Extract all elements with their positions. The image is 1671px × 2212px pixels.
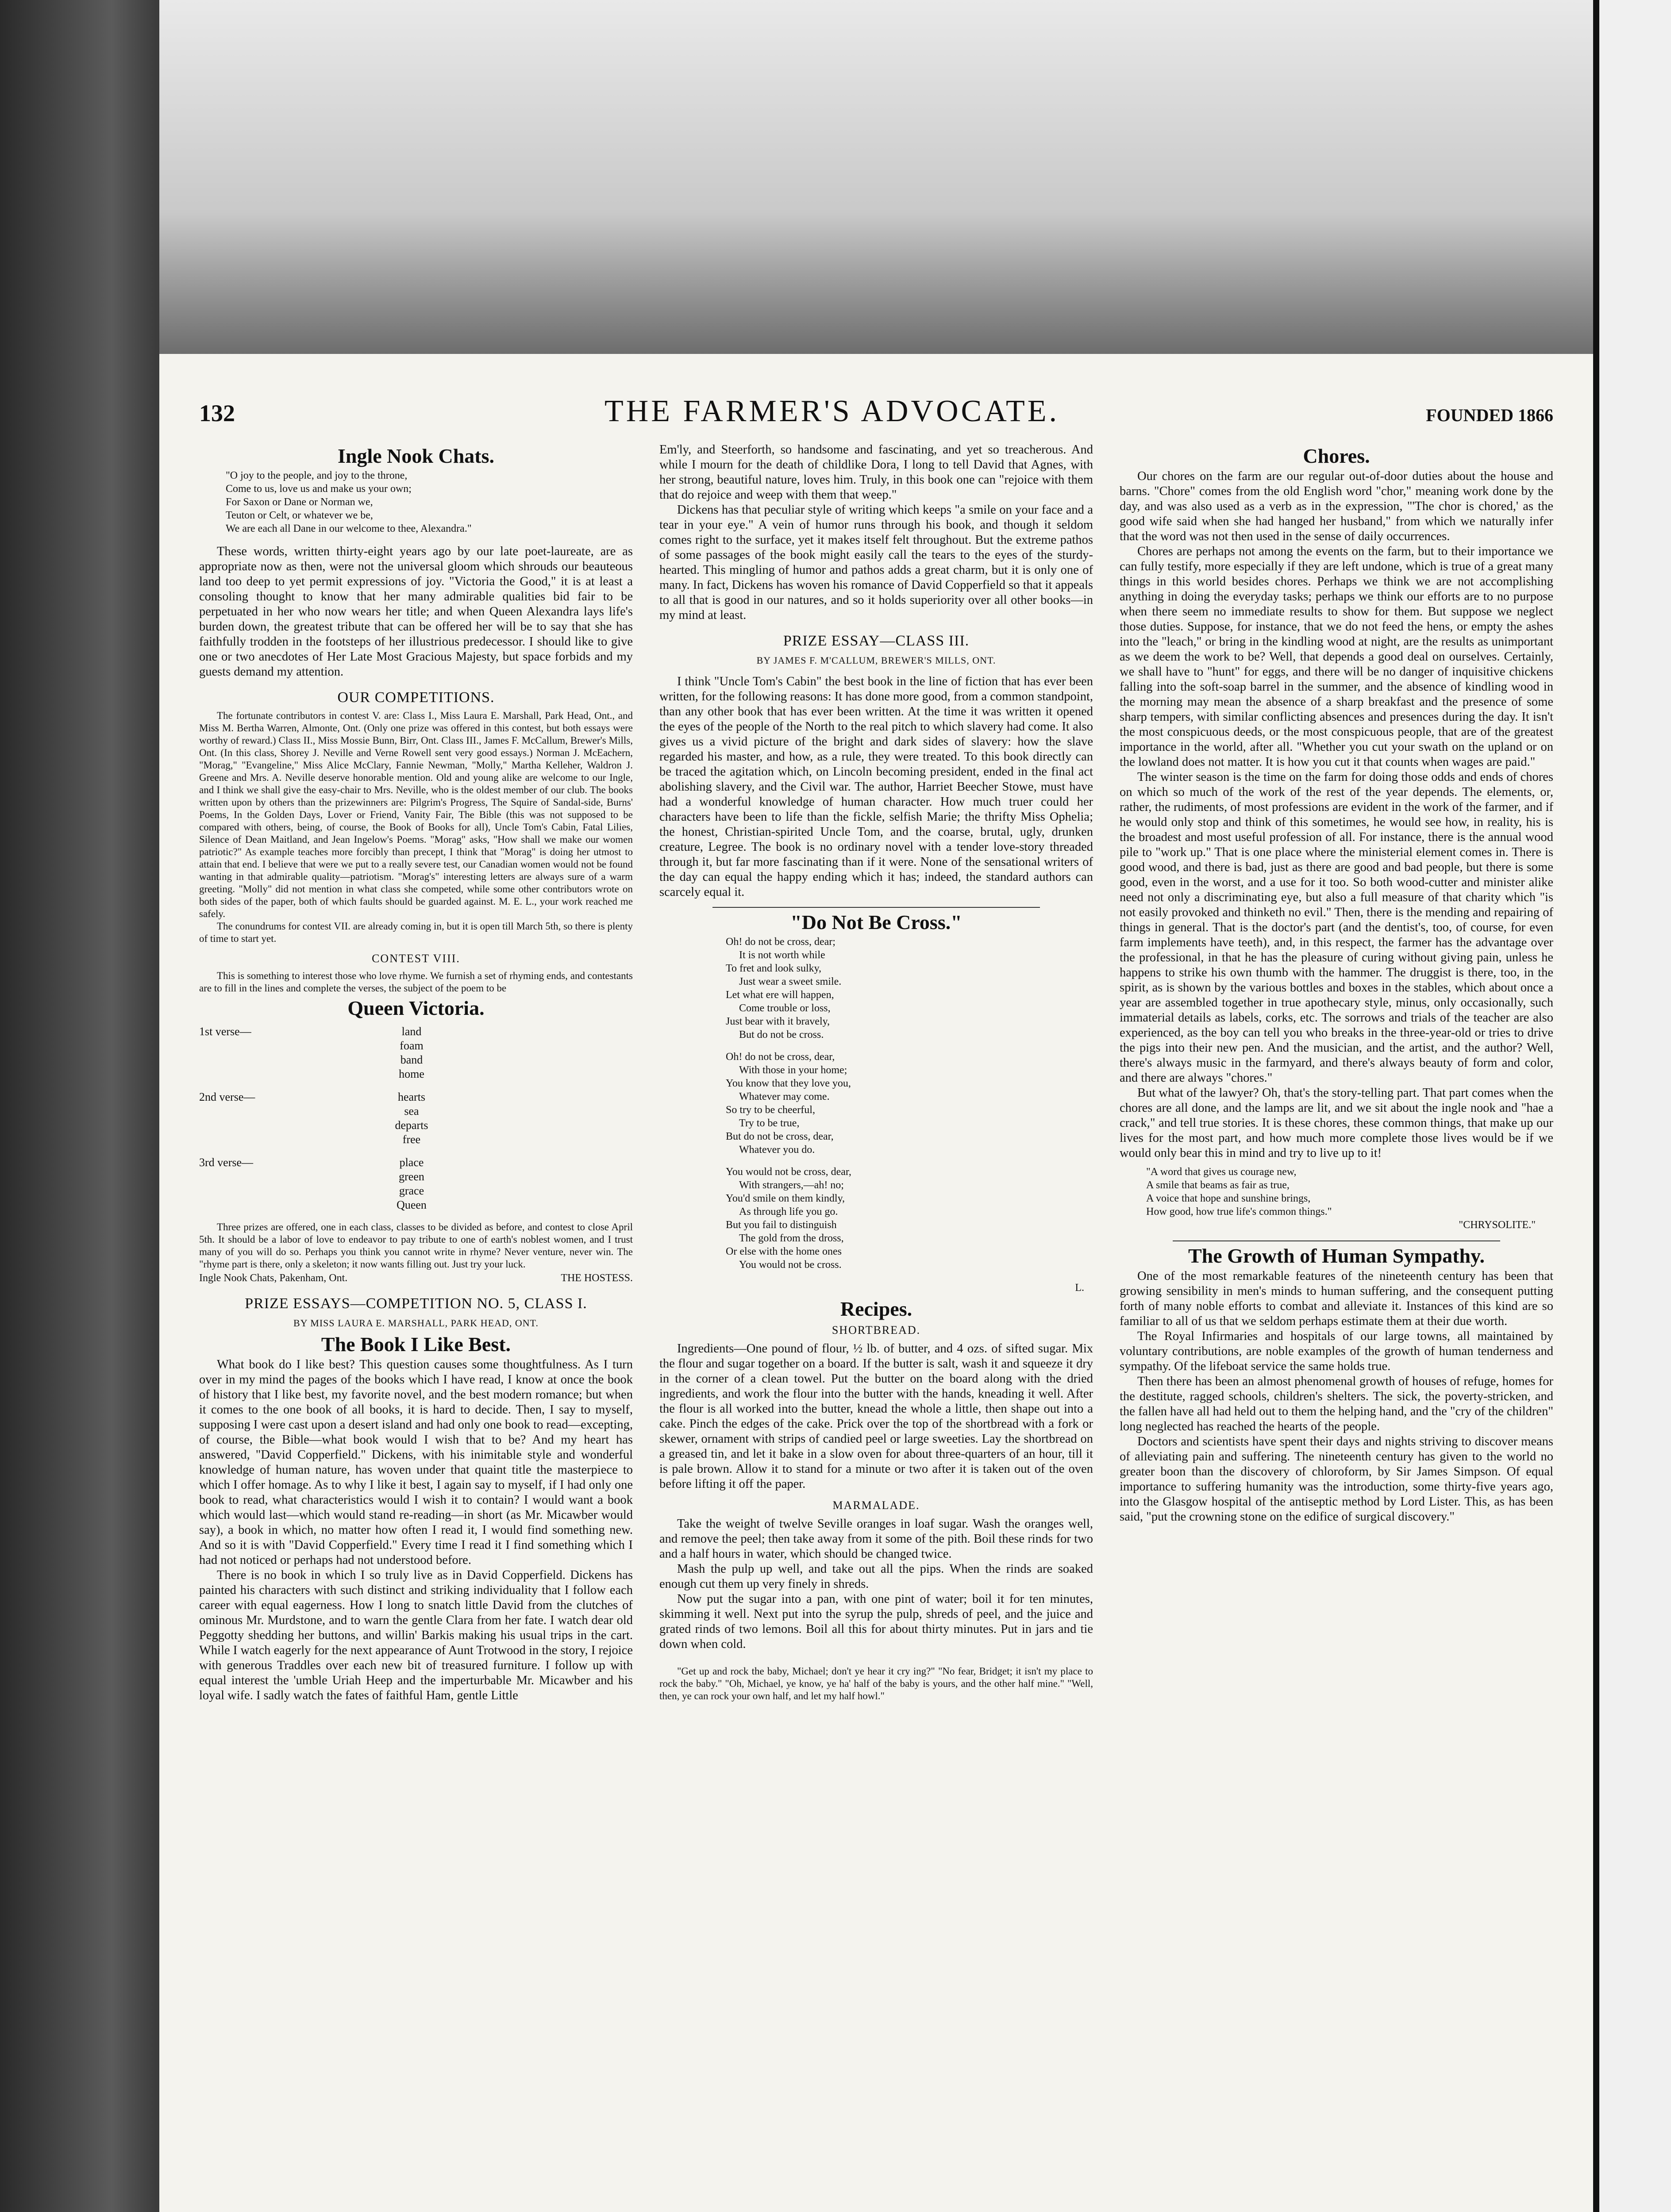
verse-label: 1st verse— bbox=[199, 1025, 251, 1038]
verse-signature: "CHRYSOLITE." bbox=[1459, 1219, 1536, 1231]
verse-line: "A word that gives us courage new, bbox=[1146, 1166, 1297, 1178]
essay-byline: BY JAMES F. M'CALLUM, BREWER'S MILLS, ONT. bbox=[756, 655, 996, 666]
column-2 bbox=[659, 442, 1093, 2212]
sympathy-paragraph: Doctors and scientists have spent their days and nights striving to discover means of alleviating pain and suffering. The nineteenth century has given to the world no greater boon than the discovery of chloroform, by Sir James Simpson. Of equal importance to suffering humanity was the introduction, some thirty-five years ago, into the Glasgow hospital of the antiseptic method by Lord Lister. This, as has been said, "put the crowning stone on the edifice of surgical discovery." bbox=[1120, 1435, 1553, 1524]
essay-continuation: Em'ly, and Steerforth, so handsome and fascinating, and yet so treacherous. And while I mourn for the death of childlike Dora, I long to tell David that Agnes, with her strong, beautiful nature, loves him. Truly, in this book one can "rejoice with them that do rejoice and weep with them that weep." bbox=[659, 443, 1093, 502]
chores-paragraph: But what of the lawyer? Oh, that's the story-telling part. That part comes when the chores are all done, and the lamps are lit, and we sit about the ingle nook and "hae a crack," and tell true stories. It is these chores, these common things, that make up our lives for the most part, and how much more complete those lives would be if we would only bear this in mind and try to live up to it! bbox=[1120, 1086, 1553, 1160]
joke-footnote: "Get up and rock the baby, Michael; don't ye hear it cry ing?" "No fear, Bridget; it isn't my place to rock the baby." "Oh, Michael, ye know, ye ha' half of the baby is yours, and the other half mine." "Well, then, ye can rock your own half, and let my half howl." bbox=[659, 1666, 1093, 1701]
poem-line: You know that they love you, bbox=[726, 1078, 851, 1089]
contest-paragraph: This is something to interest those who love rhyme. We furnish a set of rhyming ends, and contestants are to fill in the lines and complete the verses, the subject of the poem to be bbox=[199, 970, 633, 994]
poem-line: Oh! do not be cross, dear, bbox=[726, 1051, 835, 1063]
poem-line: You would not be cross, dear, bbox=[726, 1166, 851, 1178]
poem-signature: L. bbox=[1075, 1282, 1084, 1294]
poem-stanza bbox=[726, 1165, 1093, 1271]
poem-line: But do not be cross, dear, bbox=[726, 1131, 834, 1142]
poem-stanza bbox=[726, 935, 1093, 1041]
poem-line: But you fail to distinguish bbox=[726, 1219, 837, 1231]
poem-line: With strangers,—ah! no; bbox=[739, 1179, 844, 1191]
essay-paragraph: What book do I like best? This question causes some thoughtfulness. As I turn over in my mind the pages of the books which I have read, I know at once the book of history that I like best, my favorite novel, and the best modern romance; but when it comes to the one book of all books, it is hard to decide. Then, I say to myself, supposing I were cast upon a desert island and had only one book to read—excepting, of course, the Bible—what book would I wish that to be? And my heart has answered, "David Copperfield." Dickens, with his inimitable style and wonderful knowledge of human nature, has woven under that quaint title the masterpiece to which I offer homage. As to why I like it best, I again say to myself, if I had only one book to read, what characteristics would I wish it to contain? I would want a book which would last—which would stand re-reading—in short (as Mr. Micawber would say), a book in which, no matter how often I read it, I would find something new. And so it is with "David Copperfield." Every time I read it I find something which I had not noticed or perhaps had not understood before. bbox=[199, 1358, 633, 1567]
rhyme-word: hearts bbox=[397, 1091, 426, 1103]
poem-line: Come trouble or loss, bbox=[739, 1002, 831, 1014]
scan-background-top bbox=[0, 0, 1671, 354]
poem-line: Just bear with it bravely, bbox=[726, 1016, 830, 1027]
rhyme-ends-1 bbox=[199, 1025, 633, 1081]
rhyme-word: green bbox=[399, 1170, 424, 1183]
epigraph-line: Come to us, love us and make us your own; bbox=[226, 483, 412, 495]
epigraph-line: We are each all Dane in our welcome to thee, Alexandra." bbox=[226, 523, 472, 534]
ingle-nook-title: Ingle Nook Chats. bbox=[337, 445, 494, 467]
hostess-signature: THE HOSTESS. bbox=[561, 1272, 633, 1284]
rhyme-word: sea bbox=[404, 1105, 419, 1118]
queen-victoria-title: Queen Victoria. bbox=[347, 997, 485, 1019]
adjacent-page-edge bbox=[1593, 0, 1671, 2212]
marmalade-heading: MARMALADE. bbox=[832, 1499, 920, 1512]
poem-line: It is not worth while bbox=[739, 949, 825, 961]
verse-line: A smile that beams as fair as true, bbox=[1146, 1179, 1290, 1191]
rhyme-word: free bbox=[402, 1133, 421, 1146]
shortbread-recipe: Ingredients—One pound of flour, ½ lb. of butter, and 4 ozs. of sifted sugar. Mix the flour and sugar together on a board. If the butter is salt, wash it and squeeze it dry in the corner of a clean towel. Put the butter on the board along with the dried ingredients, and work the flour into the butter with the hands, kneading it well. After the flour is all worked into the butter, knead the whole a little, then shape out into a cake. Pinch the edges of the cake. Prick over the top of the shortbread with a fork or skewer, ornament with strips of candied peel or large sweeties. Lay the shortbread on a greased tin, and let it bake in a slow oven for about three-quarters of an hour, till it is pale brown. Allow it to stand for a minute or two after it is taken out of the oven before lifting it off the paper. bbox=[659, 1342, 1093, 1491]
recipes-title: Recipes. bbox=[840, 1298, 913, 1320]
poem-stanza bbox=[726, 1050, 1093, 1156]
poem-line: You'd smile on them kindly, bbox=[726, 1193, 845, 1204]
prizes-paragraph: Three prizes are offered, one in each class, classes to be divided as before, and contest to close April 5th. It should be a labor of love to endeavor to pay tribute to one of earth's noblest women, and I trust many of you will do so. Perhaps you think you cannot write in rhyme? Never venture, never win. The "rhyme part is there, only a skeleton; it now wants filling out. Just try your luck. bbox=[199, 1221, 633, 1270]
uncle-toms-cabin-essay: I think "Uncle Tom's Cabin" the best book in the line of fiction that has ever been written, for the following reasons: It has done more good, from a common standpoint, than any other book that has ever been written. At the time it was written it opened the eyes of the people of the North to the real pitch to which slavery had come. It also gives us a vivid picture of the bright and dark sides of slavery: how the slave regarded his master, and how, as a rule, they were treated. To this book directly can be traced the agitation which, on Lincoln becoming president, ended in the final act abolishing slavery, and the Civil war. The author, Harriet Beecher Stowe, must have had a wonderful knowledge of human character. How much truer could her characters have been to life than the fickle, selfish Marie; the thrifty Miss Ophelia; the honest, Christian-spirited Uncle Tom, and the coarse, brutal, ugly, drunken creature, Legree. The book is no ordinary novel with a tender love-story threaded through it, but far more fascinating than if it were. None of the sensational writers of the day can equal the happy ending which it has; indeed, the standard authors can scarcely equal it. bbox=[659, 675, 1093, 899]
epigraph-line: "O joy to the people, and joy to the throne, bbox=[226, 470, 408, 481]
sympathy-paragraph: The Royal Infirmaries and hospitals of our large towns, all maintained by voluntary contributions, are noble examples of the growth of human tenderness and sympathy. Of the lifeboat service the same holds true. bbox=[1120, 1329, 1553, 1373]
poem-line: To fret and look sulky, bbox=[726, 963, 822, 974]
poem-line: Or else with the home ones bbox=[726, 1246, 842, 1257]
hostess-signoff bbox=[199, 1271, 633, 1286]
prize-essay-class3-heading: PRIZE ESSAY—CLASS III. bbox=[783, 633, 970, 649]
chores-title: Chores. bbox=[1303, 445, 1370, 467]
poem-line: With those in your home; bbox=[739, 1064, 847, 1076]
verse-line: A voice that hope and sunshine brings, bbox=[1146, 1193, 1311, 1204]
column-1 bbox=[199, 442, 633, 2212]
rhyme-word: band bbox=[400, 1053, 423, 1066]
journal-title: THE FARMER'S ADVOCATE. bbox=[604, 394, 1060, 428]
epigraph-line: For Saxon or Dane or Norman we, bbox=[226, 496, 373, 508]
essay-paragraph: There is no book in which I so truly live as in David Copperfield. Dickens has painted his characters with such distinct and striking individuality that I follow each career with equal eagerness. How I long to snatch little David from the clutches of ominous Mr. Murdstone, and to warn the gentle Clara from her fate. I watch dear old Peggotty shedding her buttons, and willin' Barkis making his usual trips in the cart. While I watch eagerly for the next appearance of Aunt Trotwood in the story, I rejoice with generous Traddles over each new bit of treasured furniture. I follow up with equal interest the 'umble Uriah Heep and the imperturbable Mr. Micawber and his loyal wife. I sadly watch the fates of faithful Ham, gentle Little bbox=[199, 1568, 633, 1702]
divider bbox=[712, 907, 1040, 908]
essay-paragraph: Dickens has that peculiar style of writing which keeps "a smile on your face and a tear in your eye." A vein of humor runs through his book, and though it seldom comes right to the surface, yet it makes itself felt throughout. But the extreme pathos of some passages of the book might easily call the tears to the eyes of the sturdy-hearted. This mingling of humor and pathos adds a great charm, but it is only one of many. In fact, Dickens has woven his romance of David Copperfield so that it appeals to all that is good in our natures, and so it holds superiority over all other books—in my mind at least. bbox=[659, 503, 1093, 622]
chores-paragraph: Chores are perhaps not among the events on the farm, but to their importance we can fully testify, more especially if they are left undone, which is true of a great many things in this world besides chores. Perhaps we think we are not accomplishing anything in doing the everyday tasks; perhaps we think our efforts are to no purpose when there seem no immediate results to show for them. But suppose we neglect those duties. Suppose, for instance, that we do not feed the hens, or empty the ashes into the "leach," or bring in the kindling wood at night, are the results as unimportant as we deem the work to be? Well, that depends a good deal on ourselves. Certainly, we shall have to "hunt" for eggs, and there will be no danger of inquisitive chickens falling into the soft-soap barrel in the summer, and the absence of kindling wood in the morning may mean the absence of a sharp breakfast and the presence of some sharp tempers, with similar conflicting absences and presences during the day. It isn't the most conspicuous deeds, or the most conspicuous people, that are of the greatest importance in the world, after all. "Whether you cut your swath on the upland or on the lowland does not matter. It is how you cut it that counts when wages are paid." bbox=[1120, 545, 1553, 769]
marmalade-step: Mash the pulp up well, and take out all the pips. When the rinds are soaked enough cut them up very finely in shreds. bbox=[659, 1562, 1093, 1591]
verse-line: How good, how true life's common things." bbox=[1146, 1206, 1332, 1217]
sympathy-paragraph: One of the most remarkable features of the nineteenth century has been that growing sensibility in men's minds to human suffering, and the consequent putting forth of many noble efforts to combat and alleviate it. Instances of this kind are so familiar to all of us that we seldom perhaps estimate them at their due worth. bbox=[1120, 1269, 1553, 1328]
poem-line: Oh! do not be cross, dear; bbox=[726, 936, 836, 948]
founded-year: FOUNDED 1866 bbox=[1426, 405, 1553, 425]
poem-line: As through life you go. bbox=[739, 1206, 838, 1217]
poem-line: Try to be true, bbox=[739, 1118, 800, 1129]
rhyme-word: grace bbox=[399, 1184, 424, 1197]
epigraph-line: Teuton or Celt, or whatever we be, bbox=[226, 510, 373, 521]
page-number: 132 bbox=[199, 400, 235, 426]
rhyme-ends-2 bbox=[199, 1090, 633, 1147]
divider bbox=[1173, 1240, 1500, 1241]
masthead bbox=[199, 394, 1553, 434]
verse-label: 3rd verse— bbox=[199, 1156, 254, 1169]
rhyme-word: Queen bbox=[397, 1198, 427, 1211]
poem-line: Whatever may come. bbox=[739, 1091, 830, 1102]
contest-heading: CONTEST VIII. bbox=[372, 952, 460, 965]
page-columns bbox=[199, 442, 1553, 2212]
poem-title: "Do Not Be Cross." bbox=[790, 911, 962, 933]
human-sympathy-title: The Growth of Human Sympathy. bbox=[1188, 1244, 1485, 1267]
rhyme-ends-3 bbox=[199, 1156, 633, 1212]
chores-paragraph: The winter season is the time on the farm for doing those odds and ends of chores on which so much of the work of the rest of the year depends. The elements, or, rather, the rudiments, of most professions are evident in the work of the farmer, and if he would only stop and think of this sometimes, he would see how, in reality, his is the broadest and most useful profession of all. For instance, there is the annual wood pile to "work up." That is one place where the ministerial element comes in. There is good wood, and there is bad, just as there are good and bad people, but there is some good, even in the worst, and a use for it too. So both wood-cutter and minister alike need not only a discriminating eye, but also a full measure of that charity which "is not easily provoked and thinketh no evil." Then, there is the mending and repairing of things in general. That is the doctor's part (and the dentist's, too, of course, for even farm implements have teeth), and, in this respect, the farmer has the advantage over the professional, in that he has the pleasure of curing without giving pain, unless he happens to strike his own thumb with the hammer. The druggist is there, too, in the spirit, as is shown by the various bottles and boxes in the stables, which about once a year are assembled together in true apothecary style, minus, only occasionally, such immaterial details as labels, corks, etc. The sorrows and trials of the teacher are also experienced, as the boy can tell you who breaks in the three-year-old or tries to drive the pigs into their new pen. And the musician, and the artist, and the author? Well, there's always music in the farmyard, and there's always beauty of form and color, and there are always "chores." bbox=[1120, 770, 1553, 1085]
rhyme-word: land bbox=[401, 1025, 422, 1038]
conundrums-paragraph: The conundrums for contest VII. are already coming in, but it is open till March 5th, so there is plenty of time to start yet. bbox=[199, 921, 633, 944]
rhyme-word: home bbox=[399, 1068, 424, 1080]
sympathy-paragraph: Then there has been an almost phenomenal growth of houses of refuge, homes for the destitute, ragged schools, children's shelters. The sick, the poverty-stricken, and the fallen have all had held out to them the helping hand, and the "cry of the children" long neglected has reached the hearts of the people. bbox=[1120, 1375, 1553, 1433]
scan-background-left bbox=[0, 0, 159, 2212]
marmalade-step: Take the weight of twelve Seville oranges in loaf sugar. Wash the oranges well, and remove the peel; then take away from it some of the pith. Boil these rinds for two and a half hours in water, which should be changed twice. bbox=[659, 1517, 1093, 1561]
poem-line: Just wear a sweet smile. bbox=[739, 976, 842, 987]
competitions-heading: OUR COMPETITIONS. bbox=[337, 689, 495, 706]
poem-line: So try to be cheerful, bbox=[726, 1104, 815, 1116]
intro-paragraph: These words, written thirty-eight years ago by our late poet-laureate, are as appropriate now as then, were not the universal gloom which shrouds our beauteous land too deep to yet permit expressions of joy. "Victoria the Good," it is at least a consoling thought to know that her many admirable qualities bid fair to be perpetuated in her who now wears her title; and when Queen Alexandra lays life's burden down, the greatest tribute that can be offered her will be to say that she has faithfully trodden in the footsteps of her illustrious predecessor. I should like to give one or two anecdotes of Her Late Most Gracious Majesty, but space forbids and my guests demand my attention. bbox=[199, 545, 633, 679]
book-i-like-best-title: The Book I Like Best. bbox=[321, 1333, 511, 1356]
rhyme-word: place bbox=[399, 1156, 424, 1169]
poem-line: Whatever you do. bbox=[739, 1144, 815, 1156]
poem-line: Let what ere will happen, bbox=[726, 989, 834, 1001]
prize-essays-heading: PRIZE ESSAYS—COMPETITION NO. 5, CLASS I. bbox=[245, 1295, 587, 1312]
poem-line: But do not be cross. bbox=[739, 1029, 824, 1041]
marmalade-step: Now put the sugar into a pan, with one pint of water; boil it for ten minutes, skimming it well. Next put into the syrup the pulp, shreds of peel, and the juice and grated rinds of two lemons. Boil all this for about thirty minutes. Put in jars and tie down when cold. bbox=[659, 1592, 1093, 1651]
alexandra-epigraph bbox=[226, 469, 633, 535]
poem bbox=[726, 935, 1093, 1271]
column-3 bbox=[1120, 442, 1553, 2212]
competitions-paragraph: The fortunate contributors in contest V. are: Class I., Miss Laura E. Marshall, Park Head, Ont., and Miss M. Bertha Warren, Almonte, Ont. (Only one prize was offered in this contest, but both essays were worthy of reward.) Class II., Miss Mossie Bunn, Birr, Ont. Class III., James F. McCallum, Brewer's Mills, Ont. (In this class, Shorey J. Neville and Verne Rowell sent very good essays.) Norman J. McEachern, "Morag," "Evangeline," Miss Alice McClary, Fannie Newman, "Molly," Martha Kelleher, Waldron J. Greene and Mrs. A. Neville deserve honorable mention. Old and young alike are welcome to our Ingle, and I think we shall give the easy-chair to Mrs. Neville, who is the oldest member of our club. The books written upon by others than the prizewinners are: Pilgrim's Progress, The Squire of Sandal-side, Burns' Poems, In the Golden Days, Lover or Friend, Vanity Fair, The Bible (this was not supposed to be compared with others, being, of course, the Book of Books for all), Uncle Tom's Cabin, Fatal Lilies, Silence of Dean Maitland, and Jean Ingelow's Poems. "Morag" asks, "How shall we make our women patriotic?" As example teaches more forcibly than precept, I think that "Morag" is doing her utmost to attain that end. I believe that were we put to a really severe test, our Canadian women would not be found wanting in that admirable quality—patriotism. "Morag's" interesting letters are always sure of a warm greeting. "Molly" did not mention in what class she competed, while some other contributors wrote on both sides of the paper, both of which faults should be guarded against. M. E. L., your work reached me safely. bbox=[199, 710, 633, 919]
poem-line: You would not be cross. bbox=[739, 1259, 842, 1271]
rhyme-word: departs bbox=[395, 1119, 428, 1132]
verse-label: 2nd verse— bbox=[199, 1091, 255, 1103]
chores-verse bbox=[1146, 1165, 1553, 1232]
newspaper-page bbox=[159, 354, 1593, 2212]
address: Ingle Nook Chats, Pakenham, Ont. bbox=[199, 1272, 348, 1284]
chores-paragraph: Our chores on the farm are our regular out-of-door duties about the house and barns. "Chore" comes from the old English word "chor," meaning work done by the day, and was also used as a verb as in the expression, "'The chor is chored,' as the good wife said when she had hanged her husband," from which we naturally infer that the word was not then used in the sense of daily occurrences. bbox=[1120, 469, 1553, 543]
shortbread-heading: SHORTBREAD. bbox=[832, 1324, 921, 1336]
poem-line: The gold from the dross, bbox=[739, 1233, 844, 1244]
essay-byline: BY MISS LAURA E. MARSHALL, PARK HEAD, ONT. bbox=[293, 1317, 539, 1329]
rhyme-word: foam bbox=[400, 1039, 424, 1052]
